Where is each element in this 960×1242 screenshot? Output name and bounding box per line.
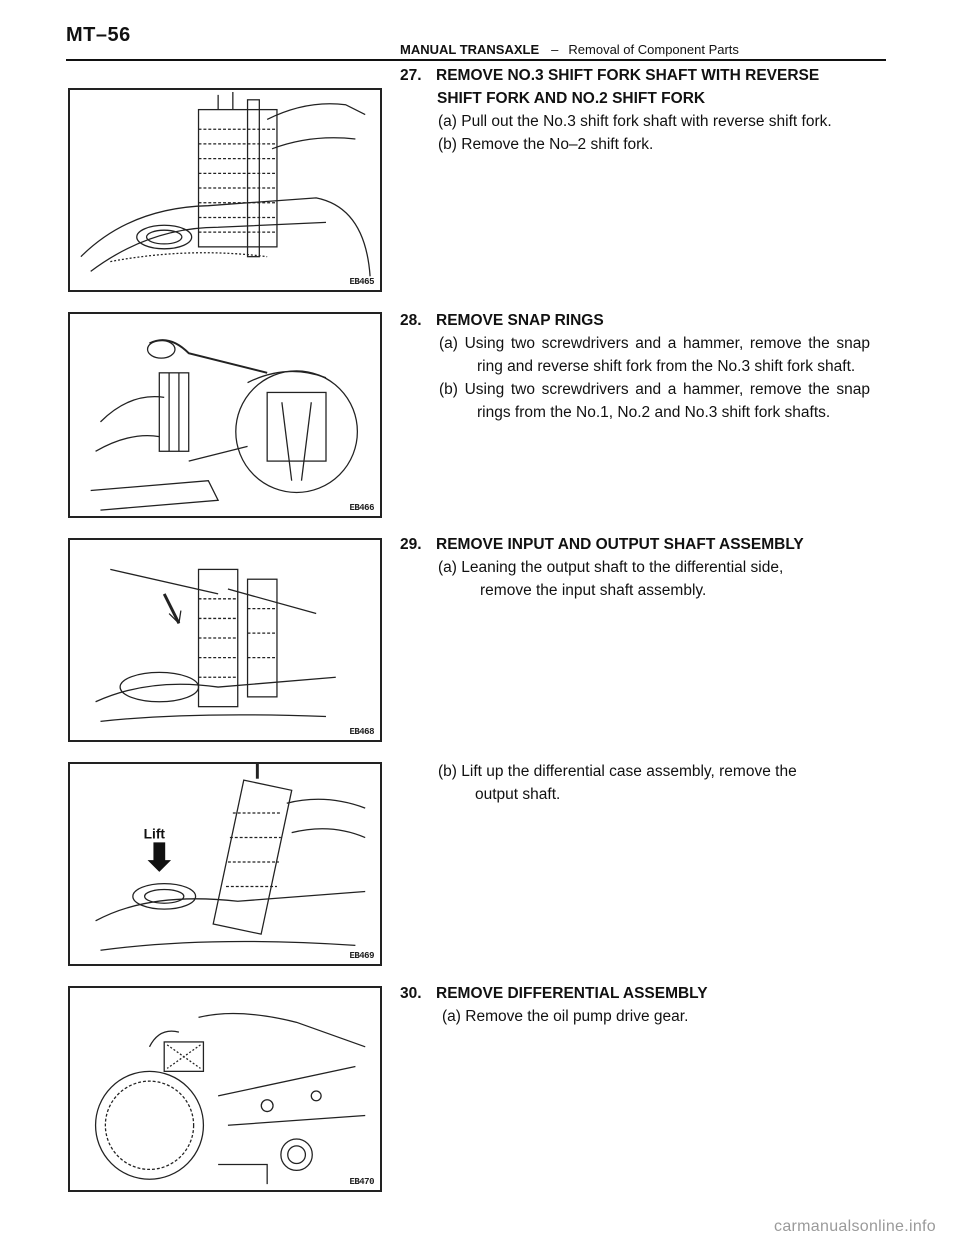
figure-code: EB466 — [349, 503, 374, 513]
step-title: 27. REMOVE NO.3 SHIFT FORK SHAFT WITH REVERSE — [400, 64, 870, 87]
substep-a: (a) Remove the oil pump drive gear. — [442, 1008, 689, 1025]
substep-b: (b) Remove the No–2 shift fork. — [438, 136, 654, 153]
page-number: MT–56 — [66, 24, 131, 46]
substep-b-continued: output shaft. — [475, 786, 561, 803]
figure-code: EB469 — [349, 951, 374, 961]
figure-code: EB468 — [349, 727, 374, 737]
substep-b: (b) Using two screwdrivers and a hammer, remove the snap rings from the No.1, No.2 and No.3 shift fork shafts. — [439, 381, 870, 421]
step-number: 28. — [400, 312, 422, 329]
step-29-continued — [400, 760, 870, 806]
illustration-output-shaft-lift — [70, 764, 380, 964]
figure-code: EB470 — [349, 1177, 374, 1187]
header-separator: – — [551, 42, 559, 57]
figure-lift-differential — [68, 762, 382, 966]
figure-differential-assembly — [68, 986, 382, 1192]
figure-code: EB465 — [349, 277, 374, 287]
illustration-oil-pump-gear — [70, 988, 380, 1190]
section-title: MANUAL TRANSAXLE — [400, 42, 540, 57]
step-number: 27. — [400, 67, 422, 84]
illustration-shaft-assembly — [70, 540, 380, 740]
substep-a: (a) Pull out the No.3 shift fork shaft with reverse shift fork. — [438, 113, 832, 130]
substep-a: (a) Leaning the output shaft to the differential side, — [438, 559, 784, 576]
step-title-continued: SHIFT FORK AND NO.2 SHIFT FORK — [437, 90, 706, 107]
figure-shift-fork-shaft — [68, 88, 382, 292]
running-header — [400, 42, 739, 57]
step-title: 30. REMOVE DIFFERENTIAL ASSEMBLY — [400, 982, 870, 1005]
site-watermark: carmanualsonline.info — [774, 1218, 936, 1235]
header-rule — [66, 59, 886, 61]
step-29 — [400, 533, 870, 602]
illustration-hammer-screwdrivers — [70, 314, 380, 516]
step-title: 29. REMOVE INPUT AND OUTPUT SHAFT ASSEMBLY — [400, 533, 870, 556]
step-number: 30. — [400, 985, 422, 1002]
substep-a-continued: remove the input shaft assembly. — [480, 582, 707, 599]
step-title: 28. REMOVE SNAP RINGS — [400, 309, 870, 332]
step-27 — [400, 64, 870, 156]
step-28 — [400, 309, 870, 424]
step-30 — [400, 982, 870, 1028]
step-number: 29. — [400, 536, 422, 553]
substep-a: (a) Using two screwdrivers and a hammer, remove the snap ring and reverse shift fork from the No.3 shift fork shaft. — [439, 335, 870, 375]
substep-b: (b) Lift up the differential case assembly, remove the — [438, 763, 797, 780]
illustration-gear-stack — [70, 90, 380, 290]
figure-snap-rings — [68, 312, 382, 518]
lift-label: Lift — [143, 826, 165, 842]
figure-input-output-shaft — [68, 538, 382, 742]
subsection-title: Removal of Component Parts — [568, 42, 739, 57]
